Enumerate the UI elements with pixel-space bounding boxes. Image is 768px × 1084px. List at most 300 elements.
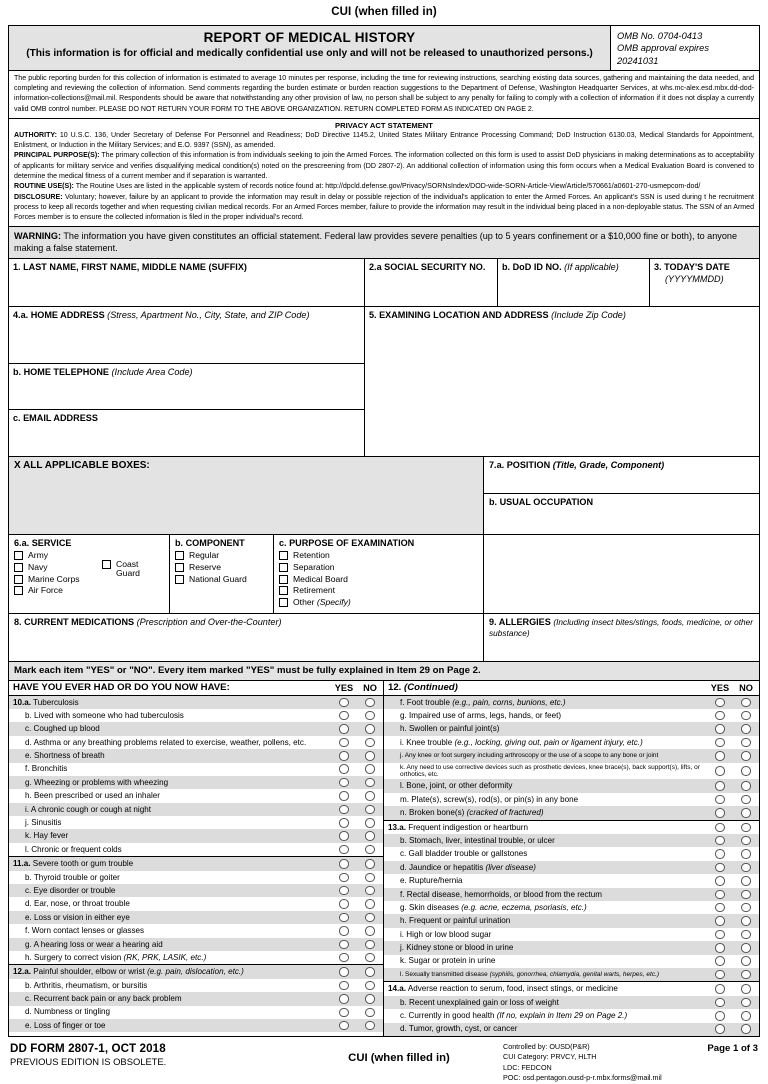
checkbox-component-regular[interactable]	[175, 551, 269, 561]
checkbox-icon[interactable]	[279, 575, 288, 584]
radio-circle-icon[interactable]	[715, 823, 725, 833]
question-row	[9, 722, 383, 735]
checkbox-purpose-medical-board[interactable]	[279, 575, 385, 585]
radio-circle-icon[interactable]	[339, 764, 349, 774]
checkbox-icon[interactable]	[175, 551, 184, 560]
question-row	[384, 901, 759, 914]
radio-circle-icon[interactable]	[741, 836, 751, 846]
radio-circle-icon[interactable]	[715, 738, 725, 748]
group-component-title: b. COMPONENT	[175, 538, 245, 549]
radio-yes[interactable]	[331, 886, 357, 896]
radio-no[interactable]	[733, 876, 759, 886]
question-number: k.	[400, 956, 407, 966]
radio-circle-icon[interactable]	[365, 1008, 375, 1018]
radio-no[interactable]	[733, 998, 759, 1008]
radio-circle-icon[interactable]	[339, 967, 349, 977]
service-navy-label: Navy	[28, 562, 48, 573]
radio-no[interactable]	[733, 711, 759, 721]
radio-circle-icon[interactable]	[715, 863, 725, 873]
radio-yes[interactable]	[707, 970, 733, 980]
field-current-medications-note: (Prescription and Over-the-Counter)	[136, 616, 282, 627]
checkbox-component-reserve[interactable]	[175, 563, 269, 573]
checkbox-icon[interactable]	[102, 560, 111, 569]
radio-circle-icon[interactable]	[339, 791, 349, 801]
radio-circle-icon[interactable]	[715, 890, 725, 900]
radio-circle-icon[interactable]	[365, 845, 375, 855]
radio-circle-icon[interactable]	[339, 994, 349, 1004]
radio-circle-icon[interactable]	[715, 930, 725, 940]
checkbox-purpose-separation[interactable]	[279, 563, 385, 573]
radio-yes[interactable]	[331, 738, 357, 748]
radio-yes[interactable]	[707, 998, 733, 1008]
radio-no[interactable]	[733, 863, 759, 873]
radio-yes[interactable]	[707, 1024, 733, 1034]
radio-no[interactable]	[357, 967, 383, 977]
radio-no[interactable]	[357, 1008, 383, 1018]
radio-circle-icon[interactable]	[715, 849, 725, 859]
radio-yes[interactable]	[707, 724, 733, 734]
radio-circle-icon[interactable]	[741, 724, 751, 734]
radio-circle-icon[interactable]	[741, 1011, 751, 1021]
radio-no[interactable]	[357, 953, 383, 963]
radio-circle-icon[interactable]	[741, 711, 751, 721]
radio-yes[interactable]	[707, 738, 733, 748]
radio-yes[interactable]	[331, 953, 357, 963]
question-row	[9, 763, 383, 776]
radio-circle-icon[interactable]	[715, 970, 725, 980]
radio-yes[interactable]	[331, 913, 357, 923]
radio-yes[interactable]	[707, 808, 733, 818]
checkbox-service-coast-guard[interactable]	[102, 560, 162, 578]
radio-no[interactable]	[357, 751, 383, 761]
applicable-position-row	[9, 457, 759, 535]
radio-no[interactable]	[733, 930, 759, 940]
radio-yes[interactable]	[331, 994, 357, 1004]
radio-no[interactable]	[357, 940, 383, 950]
question-number: b.	[25, 872, 32, 882]
radio-circle-icon[interactable]	[339, 926, 349, 936]
component-options	[175, 551, 269, 586]
radio-circle-icon[interactable]	[339, 778, 349, 788]
radio-no[interactable]	[733, 751, 759, 761]
radio-no[interactable]	[733, 766, 759, 776]
field-home-address[interactable]	[9, 307, 364, 364]
radio-no[interactable]	[733, 849, 759, 859]
question-label: 11.a. Severe tooth or gum trouble	[13, 859, 134, 869]
checkbox-icon[interactable]	[279, 598, 288, 607]
radio-circle-icon[interactable]	[715, 711, 725, 721]
radio-yes[interactable]	[331, 926, 357, 936]
field-examining-location[interactable]	[365, 307, 759, 456]
question-label: g. Impaired use of arms, legs, hands, or feet)	[400, 710, 562, 720]
checkbox-icon[interactable]	[14, 586, 23, 595]
radio-no[interactable]	[357, 1021, 383, 1031]
field-ssn[interactable]	[365, 259, 498, 306]
radio-yes[interactable]	[707, 751, 733, 761]
radio-circle-icon[interactable]	[741, 738, 751, 748]
radio-circle-icon[interactable]	[365, 913, 375, 923]
radio-yes[interactable]	[707, 903, 733, 913]
field-current-medications[interactable]	[9, 614, 484, 661]
radio-circle-icon[interactable]	[339, 751, 349, 761]
privacy-authority	[14, 131, 754, 152]
field-email[interactable]	[9, 410, 364, 456]
position-column	[484, 457, 759, 534]
no-header: NO	[363, 682, 377, 693]
radio-circle-icon[interactable]	[365, 873, 375, 883]
checkbox-service-navy[interactable]	[14, 563, 102, 573]
radio-no[interactable]	[733, 1011, 759, 1021]
radio-circle-icon[interactable]	[365, 940, 375, 950]
checkbox-service-air-force[interactable]	[14, 586, 102, 596]
component-national-guard-label: National Guard	[189, 573, 247, 584]
radio-no[interactable]	[733, 823, 759, 833]
radio-circle-icon[interactable]	[741, 984, 751, 994]
radio-circle-icon[interactable]	[715, 766, 725, 776]
radio-circle-icon[interactable]	[365, 859, 375, 869]
radio-no[interactable]	[357, 805, 383, 815]
field-email-label: c. EMAIL ADDRESS	[13, 413, 98, 424]
radio-no[interactable]	[733, 808, 759, 818]
radio-yes[interactable]	[331, 1021, 357, 1031]
radio-no[interactable]	[733, 984, 759, 994]
radio-circle-icon[interactable]	[741, 916, 751, 926]
checkbox-icon[interactable]	[14, 563, 23, 572]
radio-no[interactable]	[733, 943, 759, 953]
radio-yes[interactable]	[331, 778, 357, 788]
radio-yes[interactable]	[707, 836, 733, 846]
radio-yes[interactable]	[331, 698, 357, 708]
radio-no[interactable]	[733, 1024, 759, 1034]
radio-yes[interactable]	[331, 764, 357, 774]
radio-circle-icon[interactable]	[365, 778, 375, 788]
radio-circle-icon[interactable]	[365, 899, 375, 909]
checkbox-icon[interactable]	[279, 586, 288, 595]
radio-no[interactable]	[357, 698, 383, 708]
radio-no[interactable]	[357, 859, 383, 869]
radio-no[interactable]	[733, 724, 759, 734]
radio-circle-icon[interactable]	[715, 808, 725, 818]
radio-yes[interactable]	[707, 795, 733, 805]
radio-circle-icon[interactable]	[715, 795, 725, 805]
radio-circle-icon[interactable]	[741, 956, 751, 966]
footer-right	[503, 1042, 758, 1084]
radio-yes[interactable]	[331, 967, 357, 977]
radio-circle-icon[interactable]	[339, 899, 349, 909]
radio-circle-icon[interactable]	[741, 751, 751, 761]
burden-statement: The public reporting burden for this collection of information is estimated to average 10 minutes per response, including the time for reviewing instructions, searching existing data sources, gathering and maintaining the data needed, and completing and reviewing the collection of information. Send comments regarding the burden estimate or burden reaction suggestions to the Department of Defense, Washington Headquarter Services, at whs.mc-alex.esd.mbx.dd-dod-information-collections@mail.mil. Respondents should be aware that notwithstanding any other provision of law, no person shall be subject to any penalty for failing to comply with a collection of information if it does not display a currently valid OMB control number. PLEASE DO NOT RETURN YOUR FORM TO THE ABOVE ORGANIZATION. RETURN COMPLETED FORM AS INDICATED ON PAGE 2.	[9, 71, 759, 119]
radio-circle-icon[interactable]	[339, 886, 349, 896]
radio-yes[interactable]	[331, 711, 357, 721]
service-coast-guard-label: Coast Guard	[116, 559, 140, 579]
privacy-disclosure-text: Voluntary; however, failure by an applicant to provide the information may result in delay or possible rejection of the individual's application to enter the Armed Forces. An applicant's SSN is used during t he recruitment process to keep all records together and when requesting civilian medical records. For an Armed Forces member, failure to provide the information may result in the individual being placed in a non-deployable status. The SSN of an Armed Forces member is to ensure the collected information is filed in the proper individual's record.	[14, 193, 754, 222]
question-label: d. Numbness or tingling	[25, 1007, 111, 1017]
radio-yes[interactable]	[707, 823, 733, 833]
radio-no[interactable]	[733, 903, 759, 913]
radio-no[interactable]	[357, 994, 383, 1004]
radio-yes[interactable]	[707, 916, 733, 926]
question-number: b.	[400, 997, 407, 1007]
radio-circle-icon[interactable]	[365, 886, 375, 896]
control-markings	[503, 1042, 688, 1084]
radio-circle-icon[interactable]	[365, 818, 375, 828]
radio-circle-icon[interactable]	[741, 998, 751, 1008]
radio-circle-icon[interactable]	[365, 994, 375, 1004]
radio-yes[interactable]	[707, 930, 733, 940]
checkbox-purpose-other[interactable]	[279, 598, 375, 608]
radio-circle-icon[interactable]	[715, 903, 725, 913]
group-component	[170, 535, 274, 612]
service-options-col1	[14, 551, 102, 598]
radio-circle-icon[interactable]	[365, 764, 375, 774]
checkbox-icon[interactable]	[14, 575, 23, 584]
checkbox-purpose-retirement[interactable]	[279, 586, 385, 596]
radio-circle-icon[interactable]	[741, 795, 751, 805]
radio-circle-icon[interactable]	[339, 873, 349, 883]
privacy-routine	[14, 182, 754, 192]
radio-circle-icon[interactable]	[715, 998, 725, 1008]
radio-circle-icon[interactable]	[339, 724, 349, 734]
radio-yes[interactable]	[707, 876, 733, 886]
radio-circle-icon[interactable]	[715, 751, 725, 761]
radio-circle-icon[interactable]	[741, 890, 751, 900]
radio-circle-icon[interactable]	[715, 1011, 725, 1021]
checkbox-purpose-retention[interactable]	[279, 551, 385, 561]
radio-circle-icon[interactable]	[741, 766, 751, 776]
question-group	[384, 696, 759, 821]
radio-circle-icon[interactable]	[715, 876, 725, 886]
question-row	[384, 779, 759, 792]
radio-yes[interactable]	[331, 818, 357, 828]
radio-yes[interactable]	[331, 899, 357, 909]
question-row	[9, 843, 383, 856]
radio-circle-icon[interactable]	[339, 831, 349, 841]
radio-circle-icon[interactable]	[365, 751, 375, 761]
radio-circle-icon[interactable]	[339, 953, 349, 963]
field-dod-id[interactable]	[498, 259, 650, 306]
radio-circle-icon[interactable]	[339, 805, 349, 815]
question-label: b. Stomach, liver, intestinal trouble, or ulcer	[400, 835, 555, 845]
question-number: 11.a.	[13, 859, 31, 869]
radio-circle-icon[interactable]	[741, 781, 751, 791]
radio-circle-icon[interactable]	[715, 916, 725, 926]
radio-no[interactable]	[357, 831, 383, 841]
purpose-other-label: Other	[293, 596, 315, 607]
field-occupation[interactable]	[484, 494, 759, 534]
radio-circle-icon[interactable]	[339, 1008, 349, 1018]
question-number: e.	[400, 876, 407, 886]
radio-circle-icon[interactable]	[741, 943, 751, 953]
radio-circle-icon[interactable]	[339, 940, 349, 950]
x-all-applicable-bar: X ALL APPLICABLE BOXES:	[9, 457, 484, 534]
checkbox-icon[interactable]	[175, 563, 184, 572]
radio-no[interactable]	[357, 711, 383, 721]
question-label: c. Recurrent back pain or any back problem	[25, 994, 182, 1004]
radio-circle-icon[interactable]	[715, 1024, 725, 1034]
radio-circle-icon[interactable]	[339, 711, 349, 721]
radio-circle-icon[interactable]	[339, 818, 349, 828]
radio-yes[interactable]	[331, 1008, 357, 1018]
radio-circle-icon[interactable]	[741, 823, 751, 833]
radio-yes[interactable]	[331, 859, 357, 869]
purpose-other-note: (Specify)	[316, 596, 351, 607]
radio-no[interactable]	[357, 886, 383, 896]
radio-circle-icon[interactable]	[365, 698, 375, 708]
checkbox-icon[interactable]	[279, 551, 288, 560]
radio-no[interactable]	[733, 795, 759, 805]
question-table	[9, 681, 759, 1036]
radio-yes[interactable]	[707, 781, 733, 791]
radio-no[interactable]	[357, 738, 383, 748]
purpose-options-col1	[279, 551, 385, 598]
radio-no[interactable]	[357, 764, 383, 774]
radio-circle-icon[interactable]	[365, 926, 375, 936]
radio-circle-icon[interactable]	[741, 930, 751, 940]
radio-circle-icon[interactable]	[715, 984, 725, 994]
radio-circle-icon[interactable]	[715, 943, 725, 953]
privacy-authority-label: AUTHORITY:	[14, 131, 57, 139]
radio-circle-icon[interactable]	[365, 1021, 375, 1031]
checkbox-icon[interactable]	[175, 575, 184, 584]
radio-no[interactable]	[733, 836, 759, 846]
radio-yes[interactable]	[331, 791, 357, 801]
radio-circle-icon[interactable]	[365, 967, 375, 977]
radio-circle-icon[interactable]	[365, 805, 375, 815]
radio-circle-icon[interactable]	[365, 711, 375, 721]
privacy-routine-label: ROUTINE USE(S):	[14, 183, 74, 191]
radio-circle-icon[interactable]	[715, 956, 725, 966]
radio-circle-icon[interactable]	[365, 724, 375, 734]
question-number: f.	[400, 889, 405, 899]
radio-no[interactable]	[357, 845, 383, 855]
radio-circle-icon[interactable]	[365, 981, 375, 991]
question-label: b. Arthritis, rheumatism, or bursitis	[25, 980, 148, 990]
radio-no[interactable]	[733, 956, 759, 966]
radio-yes[interactable]	[707, 863, 733, 873]
radio-yes[interactable]	[707, 711, 733, 721]
radio-yes[interactable]	[707, 943, 733, 953]
radio-circle-icon[interactable]	[339, 698, 349, 708]
question-label: i. A chronic cough or cough at night	[25, 804, 151, 814]
radio-no[interactable]	[733, 916, 759, 926]
question-body-right	[384, 696, 759, 1036]
radio-circle-icon[interactable]	[715, 724, 725, 734]
radio-circle-icon[interactable]	[715, 781, 725, 791]
radio-yes[interactable]	[331, 873, 357, 883]
question-row	[384, 968, 759, 981]
radio-yes[interactable]	[331, 831, 357, 841]
radio-no[interactable]	[357, 724, 383, 734]
radio-circle-icon[interactable]	[339, 981, 349, 991]
radio-circle-icon[interactable]	[365, 791, 375, 801]
radio-circle-icon[interactable]	[741, 1024, 751, 1034]
radio-yes[interactable]	[707, 766, 733, 776]
checkbox-component-national-guard[interactable]	[175, 575, 269, 585]
field-position[interactable]	[484, 457, 759, 494]
question-row	[384, 996, 759, 1009]
field-allergies[interactable]	[484, 614, 759, 661]
radio-no[interactable]	[733, 781, 759, 791]
field-home-telephone[interactable]	[9, 364, 364, 410]
radio-no[interactable]	[357, 873, 383, 883]
question-number: j.	[400, 943, 405, 953]
radio-yes[interactable]	[331, 751, 357, 761]
radio-circle-icon[interactable]	[365, 738, 375, 748]
radio-no[interactable]	[733, 970, 759, 980]
question-row	[384, 821, 759, 834]
radio-circle-icon[interactable]	[741, 970, 751, 980]
radio-yes[interactable]	[331, 940, 357, 950]
radio-yes[interactable]	[707, 956, 733, 966]
radio-yes[interactable]	[707, 698, 733, 708]
radio-no[interactable]	[733, 698, 759, 708]
radio-no[interactable]	[357, 791, 383, 801]
radio-circle-icon[interactable]	[741, 808, 751, 818]
radio-circle-icon[interactable]	[715, 698, 725, 708]
radio-circle-icon[interactable]	[339, 1021, 349, 1031]
field-name[interactable]	[9, 259, 365, 306]
question-number: l.	[400, 781, 405, 791]
radio-circle-icon[interactable]	[339, 738, 349, 748]
radio-no[interactable]	[357, 926, 383, 936]
question-row	[384, 1023, 759, 1036]
radio-circle-icon[interactable]	[741, 876, 751, 886]
question-number: h.	[25, 791, 32, 801]
radio-yes[interactable]	[331, 805, 357, 815]
radio-circle-icon[interactable]	[339, 859, 349, 869]
question-note: (liver disease)	[483, 862, 536, 872]
radio-circle-icon[interactable]	[741, 849, 751, 859]
radio-yes[interactable]	[331, 724, 357, 734]
radio-circle-icon[interactable]	[365, 831, 375, 841]
radio-circle-icon[interactable]	[339, 913, 349, 923]
radio-no[interactable]	[357, 899, 383, 909]
radio-no[interactable]	[357, 818, 383, 828]
radio-yes[interactable]	[707, 849, 733, 859]
radio-no[interactable]	[357, 778, 383, 788]
radio-yes[interactable]	[707, 890, 733, 900]
yes-header: YES	[710, 682, 730, 693]
question-column-right	[384, 681, 759, 1036]
radio-yes[interactable]	[331, 845, 357, 855]
component-reserve-label: Reserve	[189, 562, 221, 573]
checkbox-service-army[interactable]	[14, 551, 102, 561]
radio-no[interactable]	[733, 890, 759, 900]
radio-no[interactable]	[733, 738, 759, 748]
radio-yes[interactable]	[331, 981, 357, 991]
field-home-address-note: (Stress, Apartment No., City, State, and ZIP Code)	[107, 310, 310, 321]
radio-circle-icon[interactable]	[741, 698, 751, 708]
field-date[interactable]	[650, 259, 759, 306]
radio-circle-icon[interactable]	[741, 903, 751, 913]
question-number: d.	[25, 737, 32, 747]
question-number: c.	[25, 724, 32, 734]
checkbox-icon[interactable]	[279, 563, 288, 572]
warning-label: WARNING:	[14, 231, 61, 242]
radio-yes[interactable]	[707, 984, 733, 994]
radio-circle-icon[interactable]	[741, 863, 751, 873]
question-row	[9, 897, 383, 910]
question-row	[9, 749, 383, 762]
radio-circle-icon[interactable]	[339, 845, 349, 855]
radio-circle-icon[interactable]	[715, 836, 725, 846]
checkbox-icon[interactable]	[14, 551, 23, 560]
radio-no[interactable]	[357, 981, 383, 991]
radio-no[interactable]	[357, 913, 383, 923]
radio-yes[interactable]	[707, 1011, 733, 1021]
radio-circle-icon[interactable]	[365, 953, 375, 963]
checkbox-service-marine-corps[interactable]	[14, 575, 102, 585]
